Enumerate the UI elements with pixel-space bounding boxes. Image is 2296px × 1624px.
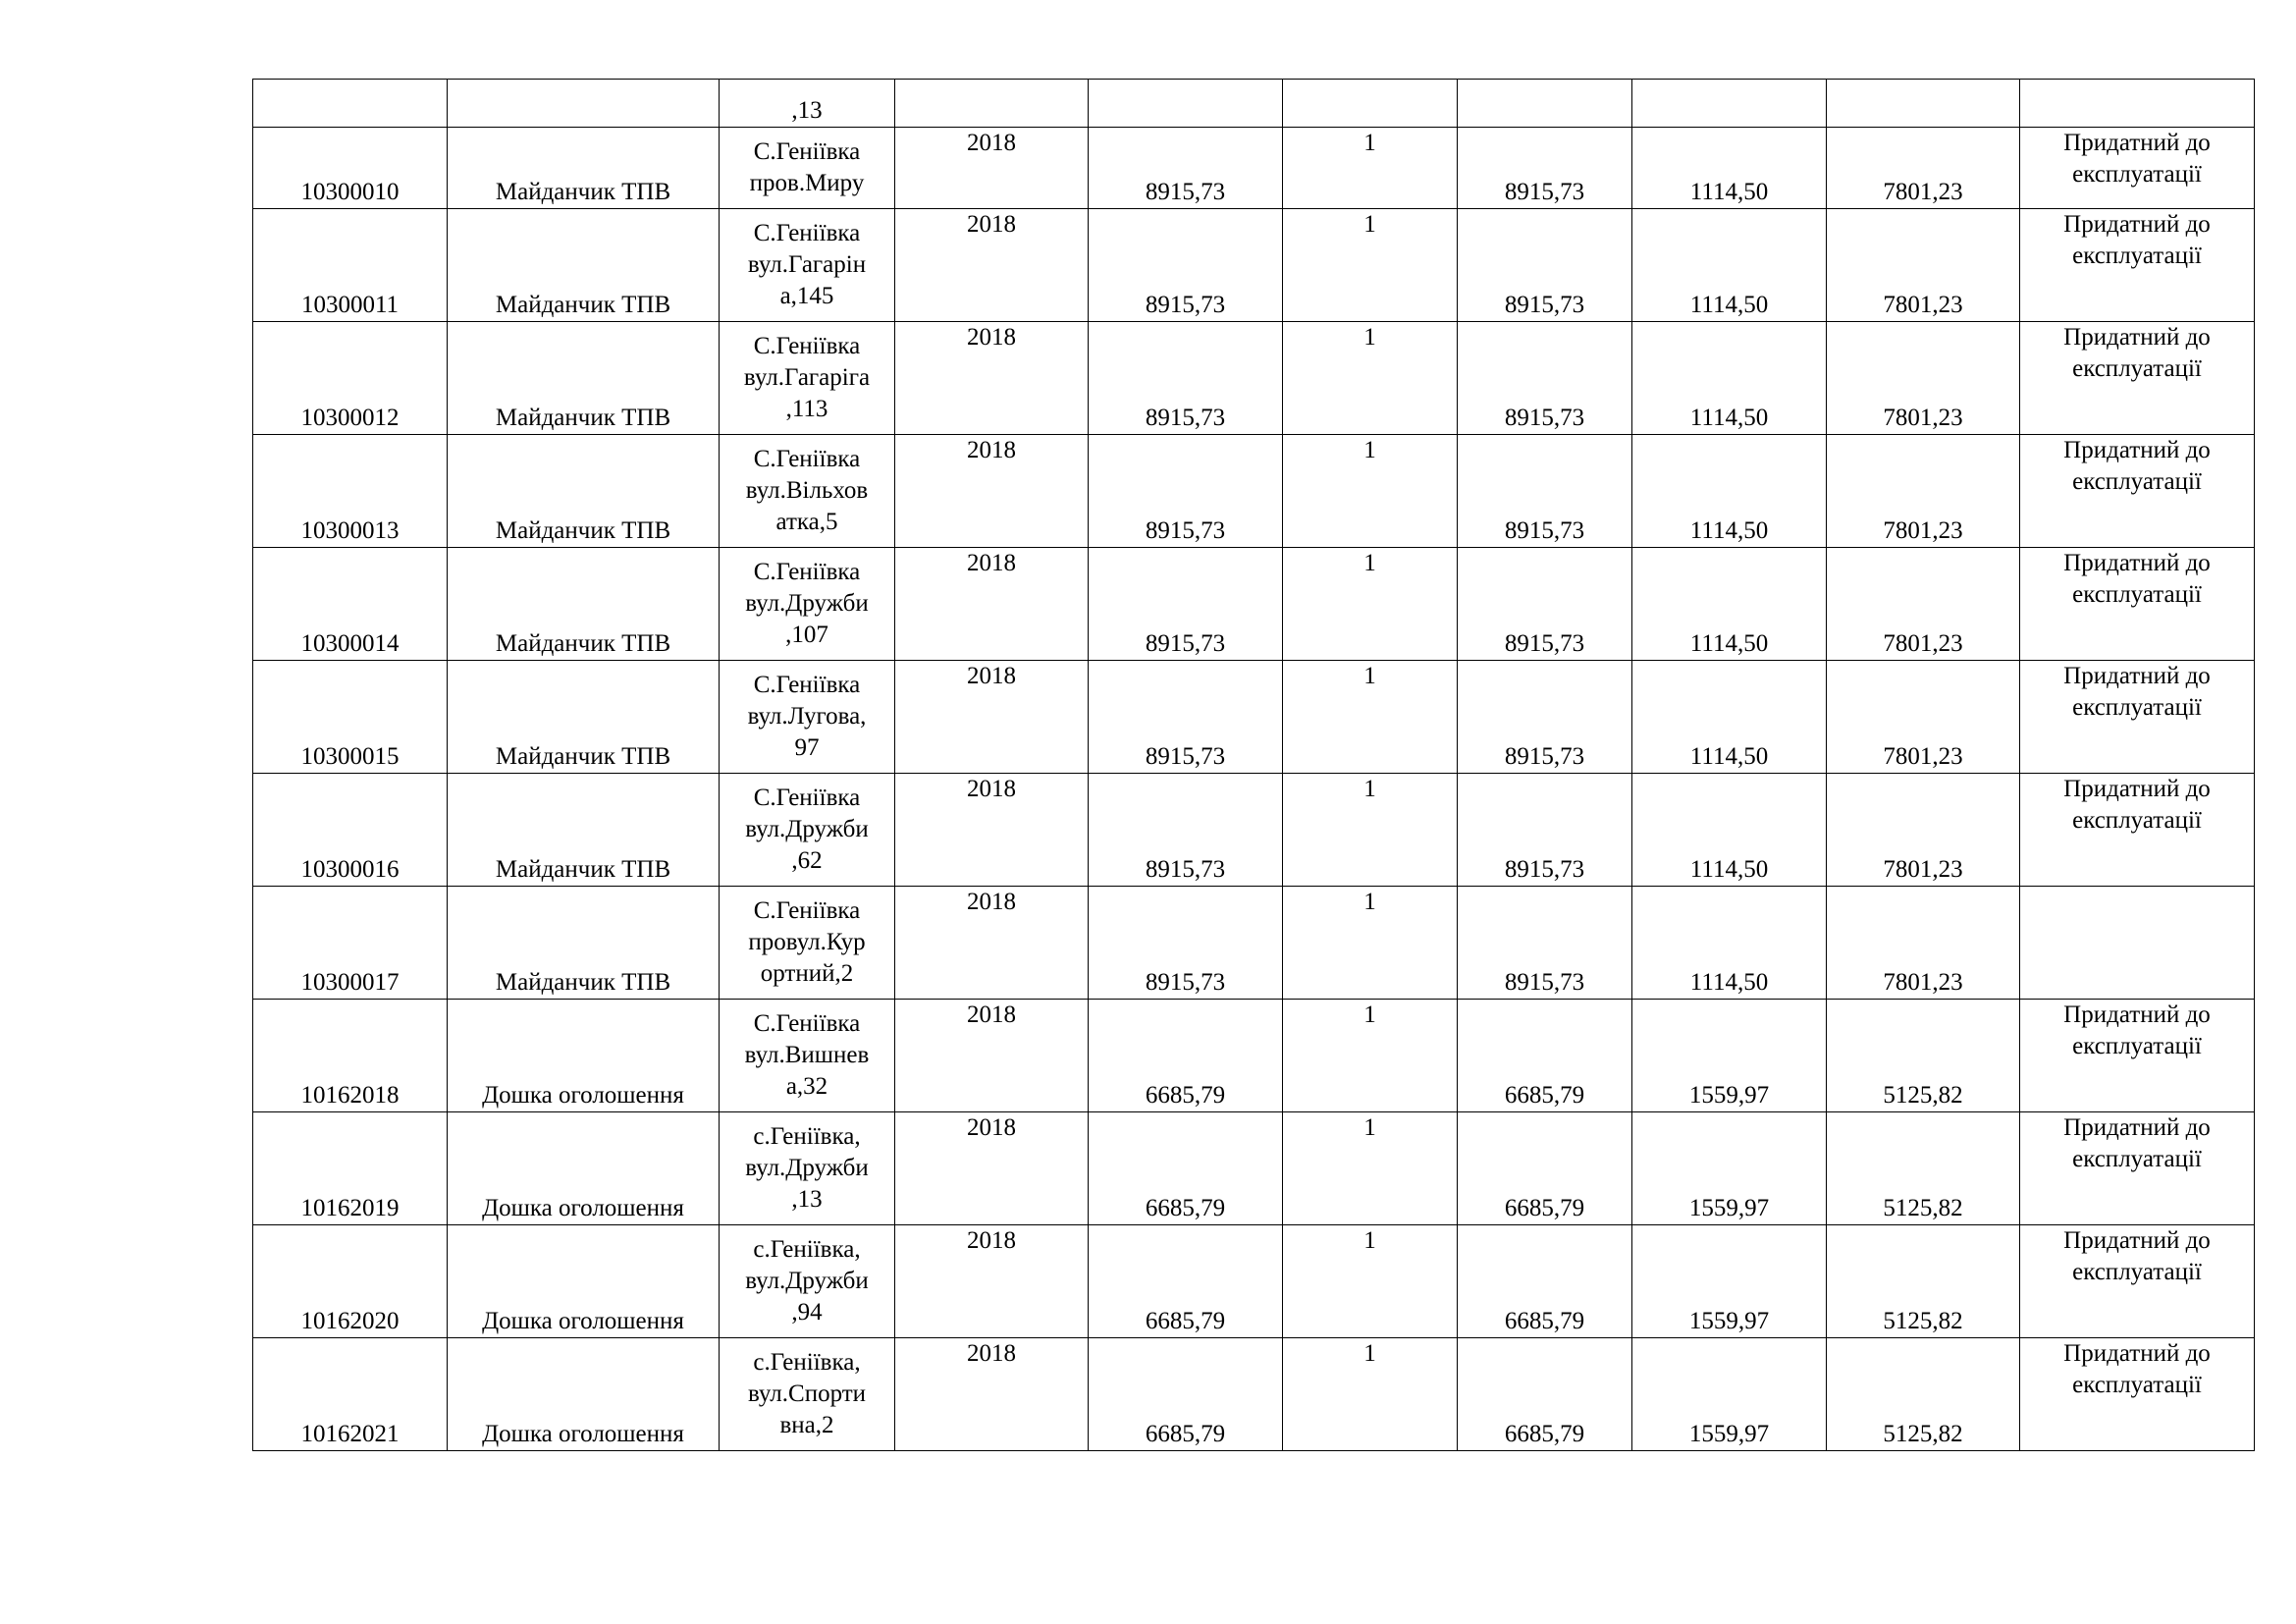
address-cell [720, 80, 895, 128]
depreciation-cell: 1114,50 [1632, 128, 1827, 209]
initial-cost-cell: 6685,79 [1089, 1225, 1283, 1338]
item-name-cell: Майданчик ТПВ [448, 661, 720, 774]
depreciation-cell: 1114,50 [1632, 887, 1827, 1000]
depreciation-cell: 1559,97 [1632, 1000, 1827, 1112]
address-cell-line: С.Геніївка [753, 672, 861, 698]
inventory-table-body [253, 80, 2255, 1451]
address-cell-line: с.Геніївка, [753, 1123, 861, 1150]
table-row [253, 209, 2255, 322]
cost-cell: 8915,73 [1458, 774, 1632, 887]
table-row [253, 322, 2255, 435]
inventory-code-cell: 10300016 [253, 774, 448, 887]
item-name-cell [448, 80, 720, 128]
status-cell-line: експлуатації [2072, 1146, 2202, 1172]
address-cell-line: а,145 [779, 283, 834, 309]
status-cell [2020, 661, 2255, 774]
status-cell-line: експлуатації [2072, 581, 2202, 608]
address-cell-line: вул.Гагаріга [743, 364, 871, 391]
status-cell [2020, 435, 2255, 548]
item-name-cell: Майданчик ТПВ [448, 435, 720, 548]
status-cell [2020, 80, 2255, 128]
cost-cell: 6685,79 [1458, 1225, 1632, 1338]
initial-cost-cell: 8915,73 [1089, 887, 1283, 1000]
item-name-cell: Майданчик ТПВ [448, 887, 720, 1000]
address-cell-line: вул.Лугова, [747, 703, 867, 730]
address-cell-line: вул.Дружби [745, 1155, 869, 1181]
address-cell-line: а,32 [785, 1073, 828, 1100]
depreciation-cell [1632, 80, 1827, 128]
initial-cost-cell: 6685,79 [1089, 1112, 1283, 1225]
item-name-cell: Майданчик ТПВ [448, 128, 720, 209]
item-name-cell: Майданчик ТПВ [448, 774, 720, 887]
item-name-cell: Майданчик ТПВ [448, 548, 720, 661]
address-cell [720, 661, 895, 774]
cost-cell: 8915,73 [1458, 322, 1632, 435]
status-cell-line: експлуатації [2072, 243, 2202, 269]
address-cell-line: вул.Вишнев [744, 1042, 870, 1068]
cost-cell: 8915,73 [1458, 435, 1632, 548]
residual-value-cell: 7801,23 [1827, 774, 2020, 887]
address-cell [720, 1000, 895, 1112]
address-cell [720, 128, 895, 209]
address-cell-line: 97 [794, 734, 820, 761]
quantity-cell: 1 [1283, 1112, 1458, 1225]
table-row [253, 128, 2255, 209]
year-cell: 2018 [895, 1338, 1089, 1451]
initial-cost-cell: 8915,73 [1089, 774, 1283, 887]
address-cell [720, 322, 895, 435]
initial-cost-cell: 8915,73 [1089, 128, 1283, 209]
quantity-cell: 1 [1283, 887, 1458, 1000]
address-cell-line: ортний,2 [760, 960, 854, 987]
status-cell-line: Придатний до [2063, 1227, 2211, 1254]
table-row [253, 1000, 2255, 1112]
depreciation-cell: 1114,50 [1632, 322, 1827, 435]
status-cell-line: експлуатації [2072, 1259, 2202, 1285]
table-row [253, 80, 2255, 128]
residual-value-cell: 5125,82 [1827, 1000, 2020, 1112]
status-cell-line: експлуатації [2072, 1372, 2202, 1398]
inventory-code-cell: 10300015 [253, 661, 448, 774]
address-cell-line: С.Геніївка [753, 1010, 861, 1037]
address-cell-line: вул.Дружби [745, 1268, 869, 1294]
status-cell [2020, 548, 2255, 661]
residual-value-cell: 5125,82 [1827, 1338, 2020, 1451]
quantity-cell: 1 [1283, 435, 1458, 548]
inventory-code-cell: 10162020 [253, 1225, 448, 1338]
cost-cell [1458, 80, 1632, 128]
year-cell: 2018 [895, 209, 1089, 322]
year-cell: 2018 [895, 128, 1089, 209]
quantity-cell: 1 [1283, 548, 1458, 661]
address-cell [720, 1112, 895, 1225]
status-cell-line: експлуатації [2072, 161, 2202, 188]
address-cell-line: с.Геніївка, [753, 1236, 861, 1263]
table-row [253, 435, 2255, 548]
initial-cost-cell: 8915,73 [1089, 548, 1283, 661]
table-row [253, 661, 2255, 774]
status-cell-line: експлуатації [2072, 468, 2202, 495]
depreciation-cell: 1559,97 [1632, 1338, 1827, 1451]
residual-value-cell: 7801,23 [1827, 661, 2020, 774]
cost-cell: 8915,73 [1458, 128, 1632, 209]
inventory-code-cell [253, 80, 448, 128]
status-cell [2020, 1338, 2255, 1451]
depreciation-cell: 1559,97 [1632, 1112, 1827, 1225]
year-cell: 2018 [895, 887, 1089, 1000]
quantity-cell: 1 [1283, 1000, 1458, 1112]
inventory-code-cell: 10300010 [253, 128, 448, 209]
initial-cost-cell [1089, 80, 1283, 128]
year-cell: 2018 [895, 322, 1089, 435]
status-cell-line: Придатний до [2063, 550, 2211, 576]
address-cell [720, 435, 895, 548]
residual-value-cell: 5125,82 [1827, 1225, 2020, 1338]
status-cell-line: експлуатації [2072, 355, 2202, 382]
quantity-cell: 1 [1283, 774, 1458, 887]
cost-cell: 8915,73 [1458, 887, 1632, 1000]
depreciation-cell: 1114,50 [1632, 774, 1827, 887]
initial-cost-cell: 8915,73 [1089, 661, 1283, 774]
status-cell [2020, 1000, 2255, 1112]
address-cell-line: вул.Дружби [745, 590, 869, 617]
status-cell-line: експлуатації [2072, 1033, 2202, 1059]
item-name-cell: Майданчик ТПВ [448, 322, 720, 435]
quantity-cell: 1 [1283, 322, 1458, 435]
address-cell-line: С.Геніївка [753, 446, 861, 472]
status-cell [2020, 1225, 2255, 1338]
year-cell: 2018 [895, 548, 1089, 661]
status-cell [2020, 774, 2255, 887]
address-cell-line: ,107 [785, 622, 828, 648]
address-cell-line: С.Геніївка [753, 785, 861, 811]
cost-cell: 6685,79 [1458, 1000, 1632, 1112]
status-cell-line: Придатний до [2063, 776, 2211, 802]
table-row [253, 1225, 2255, 1338]
table-row [253, 1338, 2255, 1451]
address-cell-line: С.Геніївка [753, 559, 861, 585]
address-cell [720, 887, 895, 1000]
initial-cost-cell: 6685,79 [1089, 1000, 1283, 1112]
status-cell-line: Придатний до [2063, 130, 2211, 156]
address-cell-line: ,13 [791, 1186, 823, 1213]
year-cell: 2018 [895, 661, 1089, 774]
year-cell: 2018 [895, 1000, 1089, 1112]
address-cell [720, 548, 895, 661]
table-row [253, 887, 2255, 1000]
status-cell [2020, 209, 2255, 322]
initial-cost-cell: 8915,73 [1089, 209, 1283, 322]
address-cell-line: ,94 [791, 1299, 823, 1326]
address-cell-line: С.Геніївка [753, 138, 861, 165]
initial-cost-cell: 8915,73 [1089, 435, 1283, 548]
quantity-cell: 1 [1283, 128, 1458, 209]
inventory-code-cell: 10162019 [253, 1112, 448, 1225]
residual-value-cell [1827, 80, 2020, 128]
depreciation-cell: 1114,50 [1632, 435, 1827, 548]
table-row [253, 1112, 2255, 1225]
item-name-cell: Майданчик ТПВ [448, 209, 720, 322]
address-cell-line: с.Геніївка, [753, 1349, 861, 1376]
status-cell [2020, 1112, 2255, 1225]
item-name-cell: Дошка оголошення [448, 1112, 720, 1225]
residual-value-cell: 7801,23 [1827, 322, 2020, 435]
status-cell-line: Придатний до [2063, 663, 2211, 689]
depreciation-cell: 1114,50 [1632, 209, 1827, 322]
address-cell-line: С.Геніївка [753, 220, 861, 246]
quantity-cell: 1 [1283, 661, 1458, 774]
depreciation-cell: 1114,50 [1632, 661, 1827, 774]
status-cell [2020, 322, 2255, 435]
address-cell-line: провул.Кур [748, 929, 866, 955]
residual-value-cell: 7801,23 [1827, 435, 2020, 548]
depreciation-cell: 1114,50 [1632, 548, 1827, 661]
status-cell-line: Придатний до [2063, 324, 2211, 351]
year-cell [895, 80, 1089, 128]
item-name-cell: Дошка оголошення [448, 1225, 720, 1338]
inventory-code-cell: 10300011 [253, 209, 448, 322]
address-cell-line: вул.Гагарін [747, 251, 867, 278]
address-cell-line: атка,5 [775, 509, 838, 535]
residual-value-cell: 7801,23 [1827, 128, 2020, 209]
residual-value-cell: 7801,23 [1827, 887, 2020, 1000]
item-name-cell: Дошка оголошення [448, 1000, 720, 1112]
quantity-cell: 1 [1283, 1225, 1458, 1338]
cost-cell: 6685,79 [1458, 1112, 1632, 1225]
year-cell: 2018 [895, 1225, 1089, 1338]
initial-cost-cell: 6685,79 [1089, 1338, 1283, 1451]
address-cell-line: ,113 [785, 396, 828, 422]
table-row [253, 774, 2255, 887]
status-cell-line: експлуатації [2072, 694, 2202, 721]
residual-value-cell: 7801,23 [1827, 548, 2020, 661]
status-cell [2020, 128, 2255, 209]
status-cell-line: Придатний до [2063, 211, 2211, 238]
address-cell-line: ,13 [791, 97, 823, 124]
quantity-cell: 1 [1283, 1338, 1458, 1451]
address-cell-line: С.Геніївка [753, 333, 861, 359]
residual-value-cell: 7801,23 [1827, 209, 2020, 322]
cost-cell: 8915,73 [1458, 548, 1632, 661]
year-cell: 2018 [895, 435, 1089, 548]
status-cell-line: Придатний до [2063, 1340, 2211, 1367]
inventory-code-cell: 10300017 [253, 887, 448, 1000]
address-cell [720, 1225, 895, 1338]
address-cell [720, 774, 895, 887]
address-cell-line: вул.Дружби [745, 816, 869, 842]
inventory-code-cell: 10300012 [253, 322, 448, 435]
address-cell [720, 209, 895, 322]
table-row [253, 548, 2255, 661]
address-cell-line: пров.Миру [749, 170, 865, 196]
year-cell: 2018 [895, 1112, 1089, 1225]
address-cell-line: вул.Спорти [747, 1380, 867, 1407]
year-cell: 2018 [895, 774, 1089, 887]
inventory-code-cell: 10300014 [253, 548, 448, 661]
address-cell-line: ,62 [791, 847, 823, 874]
address-cell-line: С.Геніївка [753, 897, 861, 924]
status-cell [2020, 887, 2255, 1000]
inventory-code-cell: 10162018 [253, 1000, 448, 1112]
status-cell-line: Придатний до [2063, 1114, 2211, 1141]
item-name-cell: Дошка оголошення [448, 1338, 720, 1451]
initial-cost-cell: 8915,73 [1089, 322, 1283, 435]
inventory-table [252, 79, 2255, 1451]
status-cell-line: Придатний до [2063, 1001, 2211, 1028]
residual-value-cell: 5125,82 [1827, 1112, 2020, 1225]
inventory-code-cell: 10162021 [253, 1338, 448, 1451]
status-cell-line: Придатний до [2063, 437, 2211, 463]
address-cell-line: вул.Вільхов [745, 477, 869, 504]
address-cell-line: вна,2 [779, 1412, 834, 1438]
status-cell-line: експлуатації [2072, 807, 2202, 834]
depreciation-cell: 1559,97 [1632, 1225, 1827, 1338]
cost-cell: 8915,73 [1458, 209, 1632, 322]
inventory-code-cell: 10300013 [253, 435, 448, 548]
quantity-cell [1283, 80, 1458, 128]
address-cell [720, 1338, 895, 1451]
quantity-cell: 1 [1283, 209, 1458, 322]
cost-cell: 8915,73 [1458, 661, 1632, 774]
cost-cell: 6685,79 [1458, 1338, 1632, 1451]
